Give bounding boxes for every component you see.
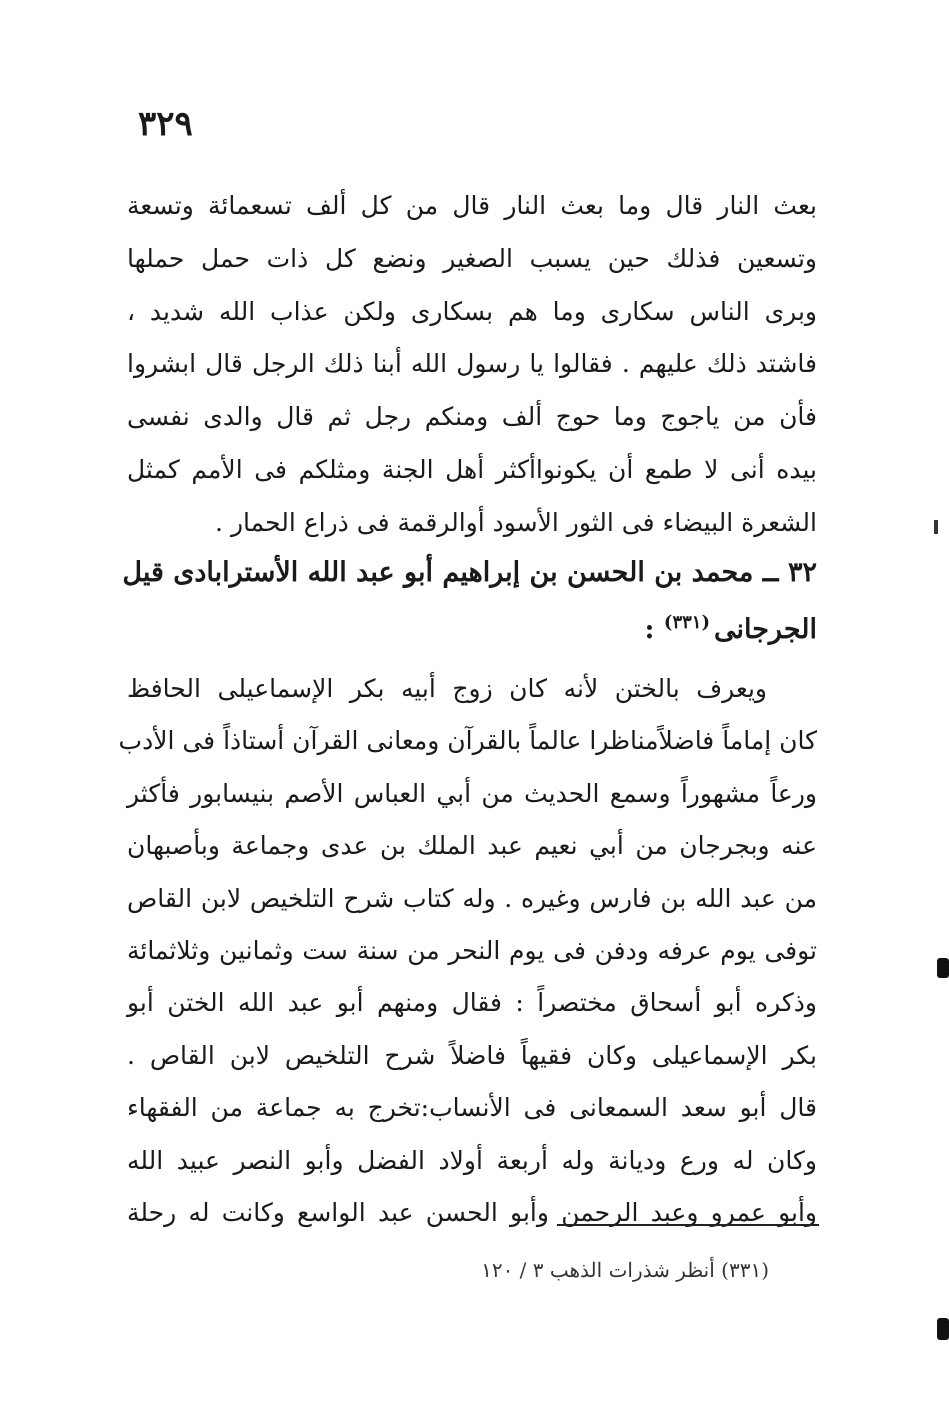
text-line: كان إماماً فاضلاًمناظرا عالماً بالقرآن ومعانى القرآن أستاذاً فى الأدب [118,726,817,756]
text-line: ورعاً مشهوراً وسمع الحديث من أبي العباس الأصم بنيسابور فأكثر [127,778,817,808]
scan-mark [937,958,949,978]
text-line: بعث النار قال وما بعث النار قال من كل ألف تسعمائة وتسعة [127,191,817,220]
paragraph-hadith [127,180,817,550]
heading-colon: : [644,614,655,645]
heading-name: الجرجانى [714,614,817,645]
text-line: من عبد الله بن فارس وغيره . وله كتاب شرح التلخيص لابن القاص [127,883,817,913]
text-line: بيده أنى لا طمع أن يكونواأكثر أهل الجنة ومثلكم فى الأمم كمثل [127,454,817,484]
heading-line [127,598,817,648]
text-line: وأبو عمرو وعبد الرحمن وأبو الحسن عبد الواسع وكانت له رحلة [127,1197,817,1227]
text-line: الشعرة البيضاء فى الثور الأسود أوالرقمة فى ذراع الحمار . [215,507,817,537]
text-line: ويعرف بالختن لأنه كان زوج أبيه بكر الإسماعيلى الحافظ [127,674,767,703]
text-line: عنه وبجرجان من أبي نعيم عبد الملك بن عدى وجماعة وبأصبهان [127,831,817,861]
footnote-divider [557,1224,819,1226]
footnote-reference[interactable]: (٣٣١) [663,612,710,633]
heading-line: ٣٢ ــ محمد بن الحسن بن إبراهيم أبو عبد الله الأسترابادى قيل [122,557,817,588]
text-line: فاشتد ذلك عليهم . فقالوا يا رسول الله أبنا ذلك الرجل قال ابشروا [127,349,817,379]
footnote: (٣٣١) أنظر شذرات الذهب ٣ / ١٢٠ [481,1258,769,1282]
scan-speck [934,520,938,534]
text-line: فأن من ياجوج وما حوج ألف ومنكم رجل ثم قال والدى نفسى [127,402,817,432]
scan-mark [937,1318,949,1340]
page-number: ٣٢٩ [138,104,193,144]
text-line: وذكره أبو أسحاق مختصراً : فقال ومنهم أبو عبد الله الختن أبو [127,988,817,1018]
paragraph-biography [118,663,818,1239]
text-line: وتسعين فذلك حين يسبب الصغير ونضع كل ذات حمل حملها [127,243,817,273]
text-line: بكر الإسماعيلى وكان فقيهاً فاضلاً شرح التلخيص لابن القاص . [127,1040,817,1070]
text-line: وكان له ورع وديانة وله أربعة أولاد الفضل وأبو النصر عبيد الله [127,1145,817,1175]
text-line: توفى يوم عرفه ودفن فى يوم النحر من سنة ست وثمانين وثلاثمائة [127,935,818,965]
entry-heading [122,548,817,648]
text-line: وبرى الناس سكارى وما هم بسكارى ولكن عذاب الله شديد ، [127,296,817,326]
text-line: قال أبو سعد السمعانى فى الأنساب:تخرج به جماعة من الفقهاء [127,1093,817,1123]
